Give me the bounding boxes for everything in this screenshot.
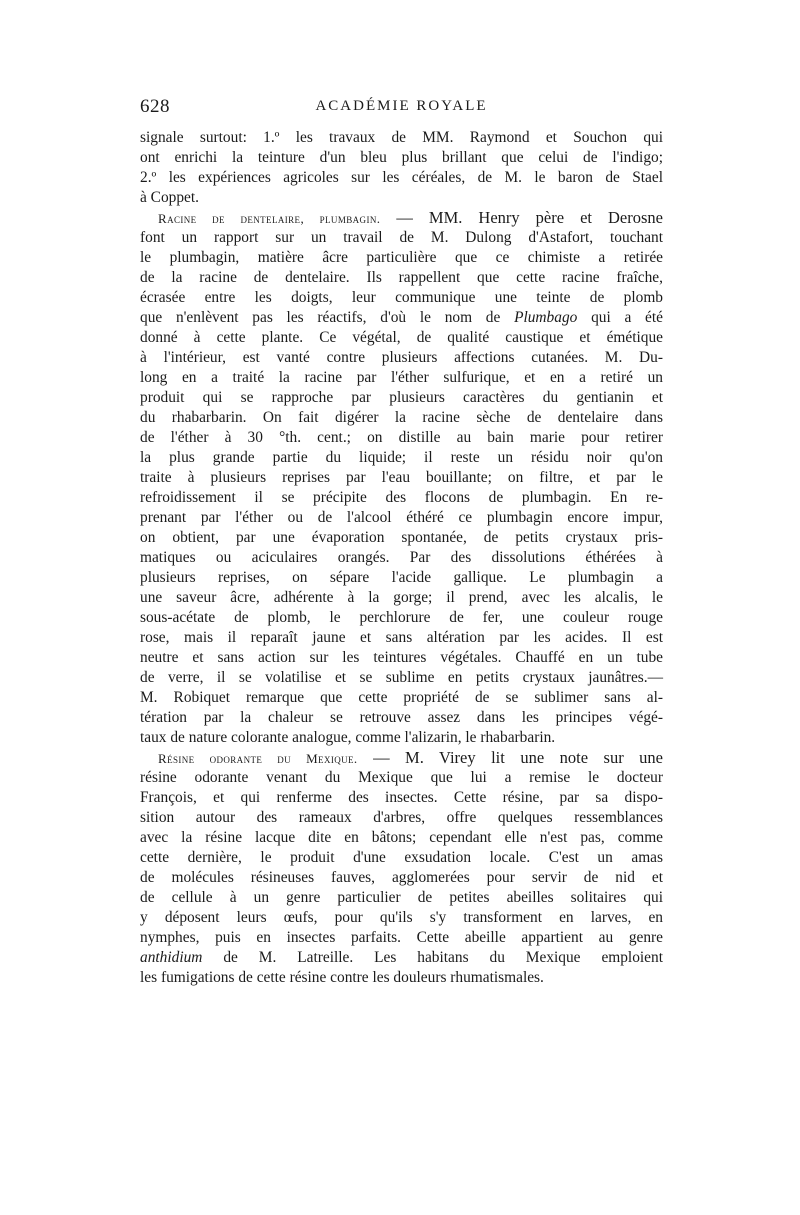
text-line: plusieurs reprises, on sépare l'acide gallique. Le plumbagin a <box>140 569 663 586</box>
paragraph <box>140 208 663 748</box>
text-line: résine odorante venant du Mexique que lui a remise le docteur <box>140 769 663 786</box>
text-line: neutre et sans action sur les teintures végétales. Chauffé en un tube <box>140 649 663 666</box>
text-line: de cellule à un genre particulier de petites abeilles solitaires qui <box>140 889 663 906</box>
text-segment: que n'enlèvent pas les réactifs, d'où le nom de <box>140 309 515 326</box>
text-line: de l'éther à 30 °th. cent.; on distille au bain marie pour retirer <box>140 429 663 446</box>
paragraph <box>140 748 663 988</box>
text-line: font un rapport sur un travail de M. Dulong d'Astafort, touchant <box>140 229 663 246</box>
text-line: tération par la chaleur se retrouve assez dans les principes végé- <box>140 709 663 726</box>
text-line: donné à cette plante. Ce végétal, de qualité caustique et émétique <box>140 329 663 346</box>
italic-term: Plumbago <box>514 309 578 326</box>
italic-term: anthidium <box>140 949 203 966</box>
text-line: de la racine de dentelaire. Ils rappellent que cette racine fraîche, <box>140 269 663 286</box>
text-line: M. Robiquet remarque que cette propriété de se sublimer sans al- <box>140 689 663 706</box>
text-line: rose, mais il reparaît jaune et sans altération par les acides. Il est <box>140 629 663 646</box>
heading-lead-text: — MM. Henry père et Derosne <box>380 208 663 227</box>
text-line: produit qui se rapproche par plusieurs caractères du gentianin et <box>140 389 663 406</box>
text-line: matiques ou aciculaires orangés. Par des dissolutions éthérées à <box>140 549 663 566</box>
text-line: avec la résine lacque dite en bâtons; cependant elle n'est pas, comme <box>140 829 663 846</box>
section-heading: Racine de dentelaire, plumbagin. <box>158 211 381 226</box>
text-line: de verre, il se volatilise et se sublime en petits crystaux jaunâtres.— <box>140 669 663 686</box>
text-segment: qui a été <box>577 309 663 326</box>
text-line <box>140 948 663 968</box>
text-line <box>140 308 663 328</box>
text-line: les fumigations de cette résine contre les douleurs rhumatismales. <box>140 969 544 986</box>
section-heading-line <box>140 748 663 768</box>
heading-lead-text: — M. Virey lit une note sur une <box>357 748 663 767</box>
text-line: du rhabarbarin. On fait digérer la racine sèche de dentelaire dans <box>140 409 663 426</box>
text-line: sition autour des rameaux d'arbres, offre quelques ressemblances <box>140 809 663 826</box>
text-line: François, et qui renferme des insectes. Cette résine, par sa dispo- <box>140 789 663 806</box>
text-line: une saveur âcre, adhérente à la gorge; il prend, avec les alcalis, le <box>140 589 663 606</box>
text-line: prenant par l'éther ou de l'alcool éthéré ce plumbagin encore impur, <box>140 509 663 526</box>
text-line: sous-acétate de plomb, le perchlorure de fer, une couleur rouge <box>140 609 663 626</box>
text-line: nymphes, puis en insectes parfaits. Cette abeille appartient au genre <box>140 929 663 946</box>
text-line: refroidissement il se précipite des flocons de plumbagin. En re- <box>140 489 663 506</box>
text-line: taux de nature colorante analogue, comme l'alizarin, le rhabarbarin. <box>140 729 556 746</box>
section-heading: Résine odorante du Mexique. <box>158 751 358 766</box>
running-head: ACADÉMIE ROYALE <box>315 98 488 114</box>
page-header <box>140 96 663 126</box>
text-line: à Coppet. <box>140 189 199 206</box>
text-line: de molécules résineuses fauves, agglomerées pour servir de nid et <box>140 869 663 886</box>
text-line: traite à plusieurs reprises par l'eau bouillante; on filtre, et par le <box>140 469 663 486</box>
text-line: ont enrichi la teinture d'un bleu plus brillant que celui de l'indigo; <box>140 149 663 166</box>
text-line: on obtient, par une évaporation spontanée, de petits crystaux pris- <box>140 529 663 546</box>
text-line: signale surtout: 1.º les travaux de MM. Raymond et Souchon qui <box>140 129 663 146</box>
text-line: le plumbagin, matière âcre particulière que ce chimiste a retirée <box>140 249 663 266</box>
text-line: y déposent leurs œufs, pour qu'ils s'y transforment en larves, en <box>140 909 663 926</box>
text-line: écrasée entre les doigts, leur communique une teinte de plomb <box>140 289 663 306</box>
text-line: la plus grande partie du liquide; il reste un résidu noir qu'on <box>140 449 663 466</box>
page-body <box>140 128 663 988</box>
text-line: long en a traité la racine par l'éther sulfurique, et en a retiré un <box>140 369 663 386</box>
paragraph <box>140 128 663 208</box>
text-line: cette dernière, le produit d'une exsudation locale. C'est un amas <box>140 849 663 866</box>
page-number: 628 <box>140 96 170 117</box>
text-line: 2.º les expériences agricoles sur les céréales, de M. le baron de Stael <box>140 169 663 186</box>
section-heading-line <box>140 208 663 228</box>
text-segment: de M. Latreille. Les habitans du Mexique emploient <box>202 949 663 966</box>
text-line: à l'intérieur, est vanté contre plusieurs affections cutanées. M. Du- <box>140 349 663 366</box>
